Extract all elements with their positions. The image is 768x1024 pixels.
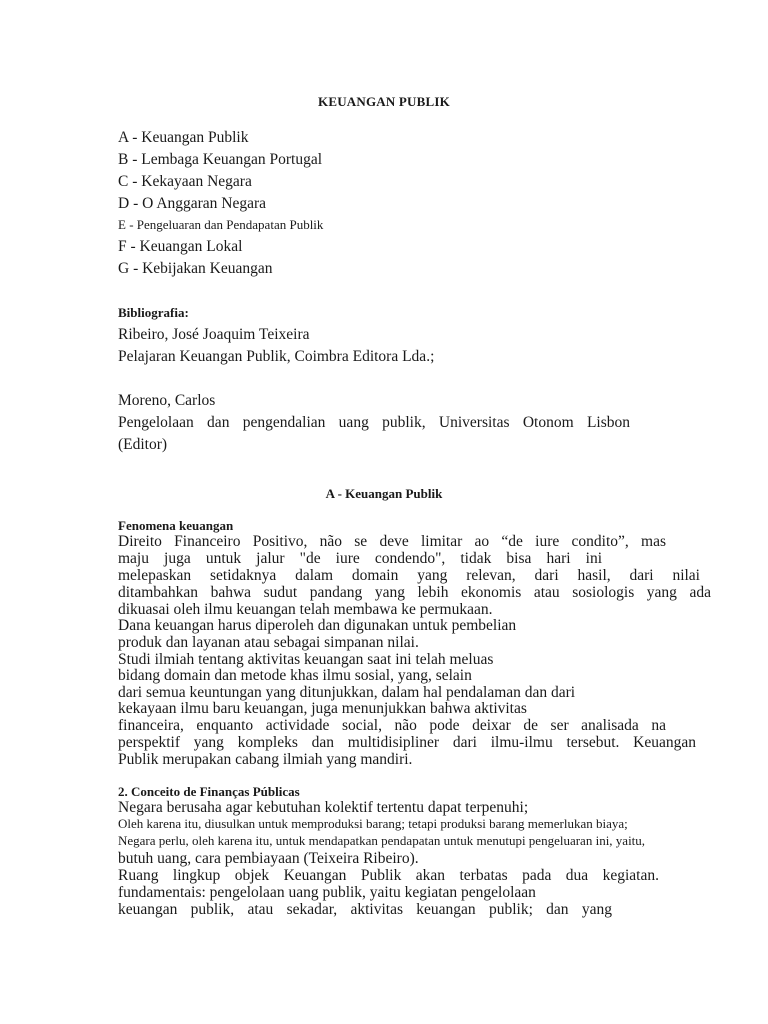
toc-item-f: F - Keuangan Lokal [118,238,243,255]
toc-item-a: A - Keuangan Publik [118,129,249,146]
paragraph-line: Negara berusaha agar kebutuhan kolektif tertentu dapat terpenuhi; [118,799,529,816]
paragraph-line: Studi ilmiah tentang aktivitas keuangan saat ini telah meluas [118,651,494,668]
paragraph-line: Publik merupakan cabang ilmiah yang mandiri. [118,751,413,768]
toc-item-c: C - Kekayaan Negara [118,173,252,190]
paragraph-line: bidang domain dan metode khas ilmu sosial, yang, selain [118,667,472,684]
bibliography-entry: Pelajaran Keuangan Publik, Coimbra Editora Lda.; [118,348,435,365]
bibliography-label: Bibliografia: [118,305,189,320]
paragraph-line: Dana keuangan harus diperoleh dan digunakan untuk pembelian [118,617,517,634]
paragraph-line: melepaskan setidaknya dalam domain yang relevan, dari hasil, dari nilai [118,567,700,584]
paragraph-line: Negara perlu, oleh karena itu, untuk mendapatkan pendapatan untuk menutupi pengeluaran ini, yaitu, [118,833,646,848]
paragraph-line: dikuasai oleh ilmu keuangan telah membawa ke permukaan. [118,601,493,618]
paragraph-line: dari semua keuntungan yang ditunjukkan, dalam hal pendalaman dan dari [118,684,576,701]
toc-item-g: G - Kebijakan Keuangan [118,260,273,277]
paragraph-line: butuh uang, cara pembiayaan (Teixeira Ribeiro). [118,850,419,867]
bibliography-entry: Moreno, Carlos [118,392,216,409]
paragraph-line: kekayaan ilmu baru keuangan, juga menunjukkan bahwa aktivitas [118,700,527,717]
toc-item-b: B - Lembaga Keuangan Portugal [118,151,323,168]
paragraph-line: Direito Financeiro Positivo, não se deve limitar ao “de iure condito”, mas [118,533,666,550]
section-a-heading: A - Keuangan Publik [325,486,443,501]
bibliography-entry: (Editor) [118,436,168,453]
paragraph-line: perspektif yang kompleks dan multidisipliner dari ilmu-ilmu tersebut. Keuangan [118,734,696,751]
toc-item-e: E - Pengeluaran dan Pendapatan Publik [118,217,324,232]
paragraph-line: Oleh karena itu, diusulkan untuk memproduksi barang; tetapi produksi barang memerlukan biaya; [118,816,628,831]
bibliography-entry: Pengelolaan dan pengendalian uang publik, Universitas Otonom Lisbon [118,414,630,431]
toc-item-d: D - O Anggaran Negara [118,195,267,212]
paragraph-line: ditambahkan bahwa sudut pandang yang lebih ekonomis atau sosiologis yang ada [118,584,711,601]
paragraph-line: maju juga untuk jalur "de iure condendo", tidak bisa hari ini [118,550,602,567]
section-2-heading: 2. Conceito de Finanças Públicas [118,784,300,799]
section-a-subheading: Fenomena keuangan [118,518,234,533]
paragraph-line: produk dan layanan atau sebagai simpanan nilai. [118,634,419,651]
paragraph-line: Ruang lingkup objek Keuangan Publik akan terbatas pada dua kegiatan. [118,867,659,884]
bibliography-entry: Ribeiro, José Joaquim Teixeira [118,326,310,343]
paragraph-line: financeira, enquanto actividade social, não pode deixar de ser analisada na [118,717,666,734]
paragraph-line: fundamentais: pengelolaan uang publik, yaitu kegiatan pengelolaan [118,884,536,901]
paragraph-line: keuangan publik, atau sekadar, aktivitas keuangan publik; dan yang [118,901,612,918]
document-title: KEUANGAN PUBLIK [318,94,450,109]
